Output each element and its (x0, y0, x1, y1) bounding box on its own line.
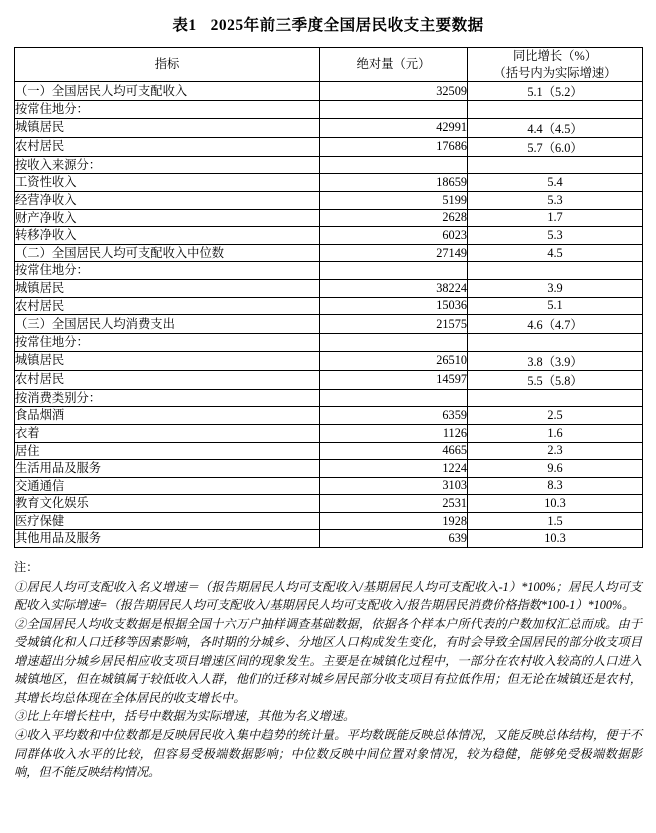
table-row (15, 460, 643, 478)
row-absolute-value: 15036 (320, 297, 468, 315)
row-absolute-value (320, 334, 468, 352)
row-growth-value: 9.6 (468, 460, 643, 478)
row-label: 医疗保健 (15, 512, 320, 530)
table-row (15, 315, 643, 334)
page-title (14, 0, 642, 47)
row-growth-value: 2.3 (468, 442, 643, 460)
table-row (15, 156, 643, 174)
row-absolute-value: 6359 (320, 407, 468, 425)
table-row (15, 137, 643, 156)
row-label: 按常住地分： (15, 334, 320, 352)
row-label: 教育文化娱乐 (15, 495, 320, 513)
row-absolute-value: 1126 (320, 424, 468, 442)
table-row (15, 334, 643, 352)
row-absolute-value: 42991 (320, 118, 468, 137)
row-absolute-value: 4665 (320, 442, 468, 460)
table-row (15, 279, 643, 297)
row-growth-value: 5.4 (468, 174, 643, 192)
row-growth-value (468, 101, 643, 119)
table-row (15, 101, 643, 119)
row-growth-value: 8.3 (468, 477, 643, 495)
row-label: （三）全国居民人均消费支出 (15, 315, 320, 334)
column-header-growth-line1: 同比增长（%） (512, 49, 598, 63)
table-row (15, 118, 643, 137)
row-growth-value: 10.3 (468, 530, 643, 548)
row-label: 农村居民 (15, 137, 320, 156)
note-item: ①居民人均可支配收入名义增速＝（报告期居民人均可支配收入/基期居民人均可支配收入-1）*100%；居民人均可支配收入实际增速=（报告期居民人均可支配收入/基期居民人均可支配收入/报告期居民消费价格指数*100-1）*100%。 (14, 579, 642, 613)
notes-body (14, 578, 642, 782)
row-absolute-value: 5199 (320, 191, 468, 209)
row-absolute-value: 27149 (320, 244, 468, 262)
table-row (15, 244, 643, 262)
row-growth-value (468, 389, 643, 407)
table-row (15, 191, 643, 209)
table-row (15, 174, 643, 192)
row-label: 城镇居民 (15, 118, 320, 137)
note-item: ④收入平均数和中位数都是反映居民收入集中趋势的统计量。平均数既能反映总体情况，又能反映总体结构，便于不同群体收入水平的比较，但容易受极端数据影响；中位数反映中间位置对象情况，较为稳健，能够免受极端数据影响，但不能反映结构情况。 (14, 727, 642, 780)
row-label: 按消费类别分： (15, 389, 320, 407)
row-label: （一）全国居民人均可支配收入 (15, 82, 320, 101)
row-growth-value: 1.7 (468, 209, 643, 227)
table-row (15, 227, 643, 245)
row-label: 其他用品及服务 (15, 530, 320, 548)
row-absolute-value: 1928 (320, 512, 468, 530)
table-row (15, 495, 643, 513)
table-row (15, 389, 643, 407)
row-label: 城镇居民 (15, 351, 320, 370)
table-number: 表1 (172, 17, 197, 34)
row-label: 城镇居民 (15, 279, 320, 297)
row-growth-value: 5.7（6.0） (468, 137, 643, 156)
table-row (15, 477, 643, 495)
row-growth-value: 5.1 (468, 297, 643, 315)
row-label: 农村居民 (15, 370, 320, 389)
row-label: （二）全国居民人均可支配收入中位数 (15, 244, 320, 262)
table-row (15, 530, 643, 548)
row-absolute-value: 3103 (320, 477, 468, 495)
notes-label: 注： (14, 560, 39, 575)
row-growth-value: 5.3 (468, 227, 643, 245)
income-expenditure-table (14, 47, 643, 548)
table-row (15, 82, 643, 101)
row-label: 工资性收入 (15, 174, 320, 192)
column-header-indicator: 指标 (15, 48, 320, 82)
table-row (15, 370, 643, 389)
table-row (15, 209, 643, 227)
row-growth-value (468, 262, 643, 280)
row-growth-value: 5.3 (468, 191, 643, 209)
row-growth-value (468, 334, 643, 352)
table-body (15, 82, 643, 548)
table-title-text: 2025年前三季度全国居民收支主要数据 (210, 17, 484, 34)
column-header-growth-line2: （括号内为实际增速） (493, 65, 617, 80)
row-absolute-value: 17686 (320, 137, 468, 156)
note-item: ②全国居民人均收支数据是根据全国十六万户抽样调查基础数据，依据各个样本户所代表的户数加权汇总而成。由于受城镇化和人口迁移等因素影响，各时期的分城乡、分地区人口构成发生变化，有时会导致全国居民的部分收支项目增速超出分城乡居民相应收支项目增速区间的现象发生。主要是在城镇化过程中，一部分在农村收入较高的人口进入城镇地区，但在城镇属于较低收入人群，他们的迁移对城乡居民部分收支项目有拉低作用；但无论在城镇还是农村，其增长均总体现在全体居民的收支增长中。 (14, 616, 642, 705)
row-growth-value: 3.8（3.9） (468, 351, 643, 370)
row-growth-value: 1.5 (468, 512, 643, 530)
table-row (15, 297, 643, 315)
row-absolute-value: 6023 (320, 227, 468, 245)
row-growth-value: 10.3 (468, 495, 643, 513)
row-absolute-value: 26510 (320, 351, 468, 370)
row-label: 经营净收入 (15, 191, 320, 209)
row-label: 按收入来源分： (15, 156, 320, 174)
row-absolute-value (320, 389, 468, 407)
row-growth-value: 4.4（4.5） (468, 118, 643, 137)
row-growth-value: 2.5 (468, 407, 643, 425)
row-label: 衣着 (15, 424, 320, 442)
row-absolute-value: 2628 (320, 209, 468, 227)
table-row (15, 512, 643, 530)
row-label: 居住 (15, 442, 320, 460)
row-growth-value: 5.1（5.2） (468, 82, 643, 101)
row-growth-value: 1.6 (468, 424, 643, 442)
row-label: 财产净收入 (15, 209, 320, 227)
row-absolute-value: 21575 (320, 315, 468, 334)
row-growth-value: 3.9 (468, 279, 643, 297)
row-label: 食品烟酒 (15, 407, 320, 425)
row-growth-value (468, 156, 643, 174)
row-label: 生活用品及服务 (15, 460, 320, 478)
row-label: 按常住地分： (15, 101, 320, 119)
row-growth-value: 5.5（5.8） (468, 370, 643, 389)
table-row (15, 407, 643, 425)
table-header (15, 48, 643, 82)
row-growth-value: 4.5 (468, 244, 643, 262)
column-header-absolute: 绝对量（元） (320, 48, 468, 82)
table-row (15, 424, 643, 442)
row-label: 交通通信 (15, 477, 320, 495)
row-absolute-value (320, 101, 468, 119)
note-item: ③比上年增长柱中，括号中数据为实际增速，其他为名义增速。 (14, 709, 356, 724)
row-absolute-value: 38224 (320, 279, 468, 297)
row-absolute-value: 2531 (320, 495, 468, 513)
row-absolute-value: 18659 (320, 174, 468, 192)
table-header-row (15, 48, 643, 82)
row-absolute-value: 639 (320, 530, 468, 548)
row-absolute-value: 32509 (320, 82, 468, 101)
row-absolute-value (320, 156, 468, 174)
column-header-growth (468, 48, 643, 82)
row-label: 按常住地分： (15, 262, 320, 280)
row-absolute-value: 1224 (320, 460, 468, 478)
table-row (15, 442, 643, 460)
notes-section (14, 558, 642, 782)
row-absolute-value (320, 262, 468, 280)
table-row (15, 351, 643, 370)
row-label: 转移净收入 (15, 227, 320, 245)
table-row (15, 262, 643, 280)
row-growth-value: 4.6（4.7） (468, 315, 643, 334)
row-absolute-value: 14597 (320, 370, 468, 389)
row-label: 农村居民 (15, 297, 320, 315)
